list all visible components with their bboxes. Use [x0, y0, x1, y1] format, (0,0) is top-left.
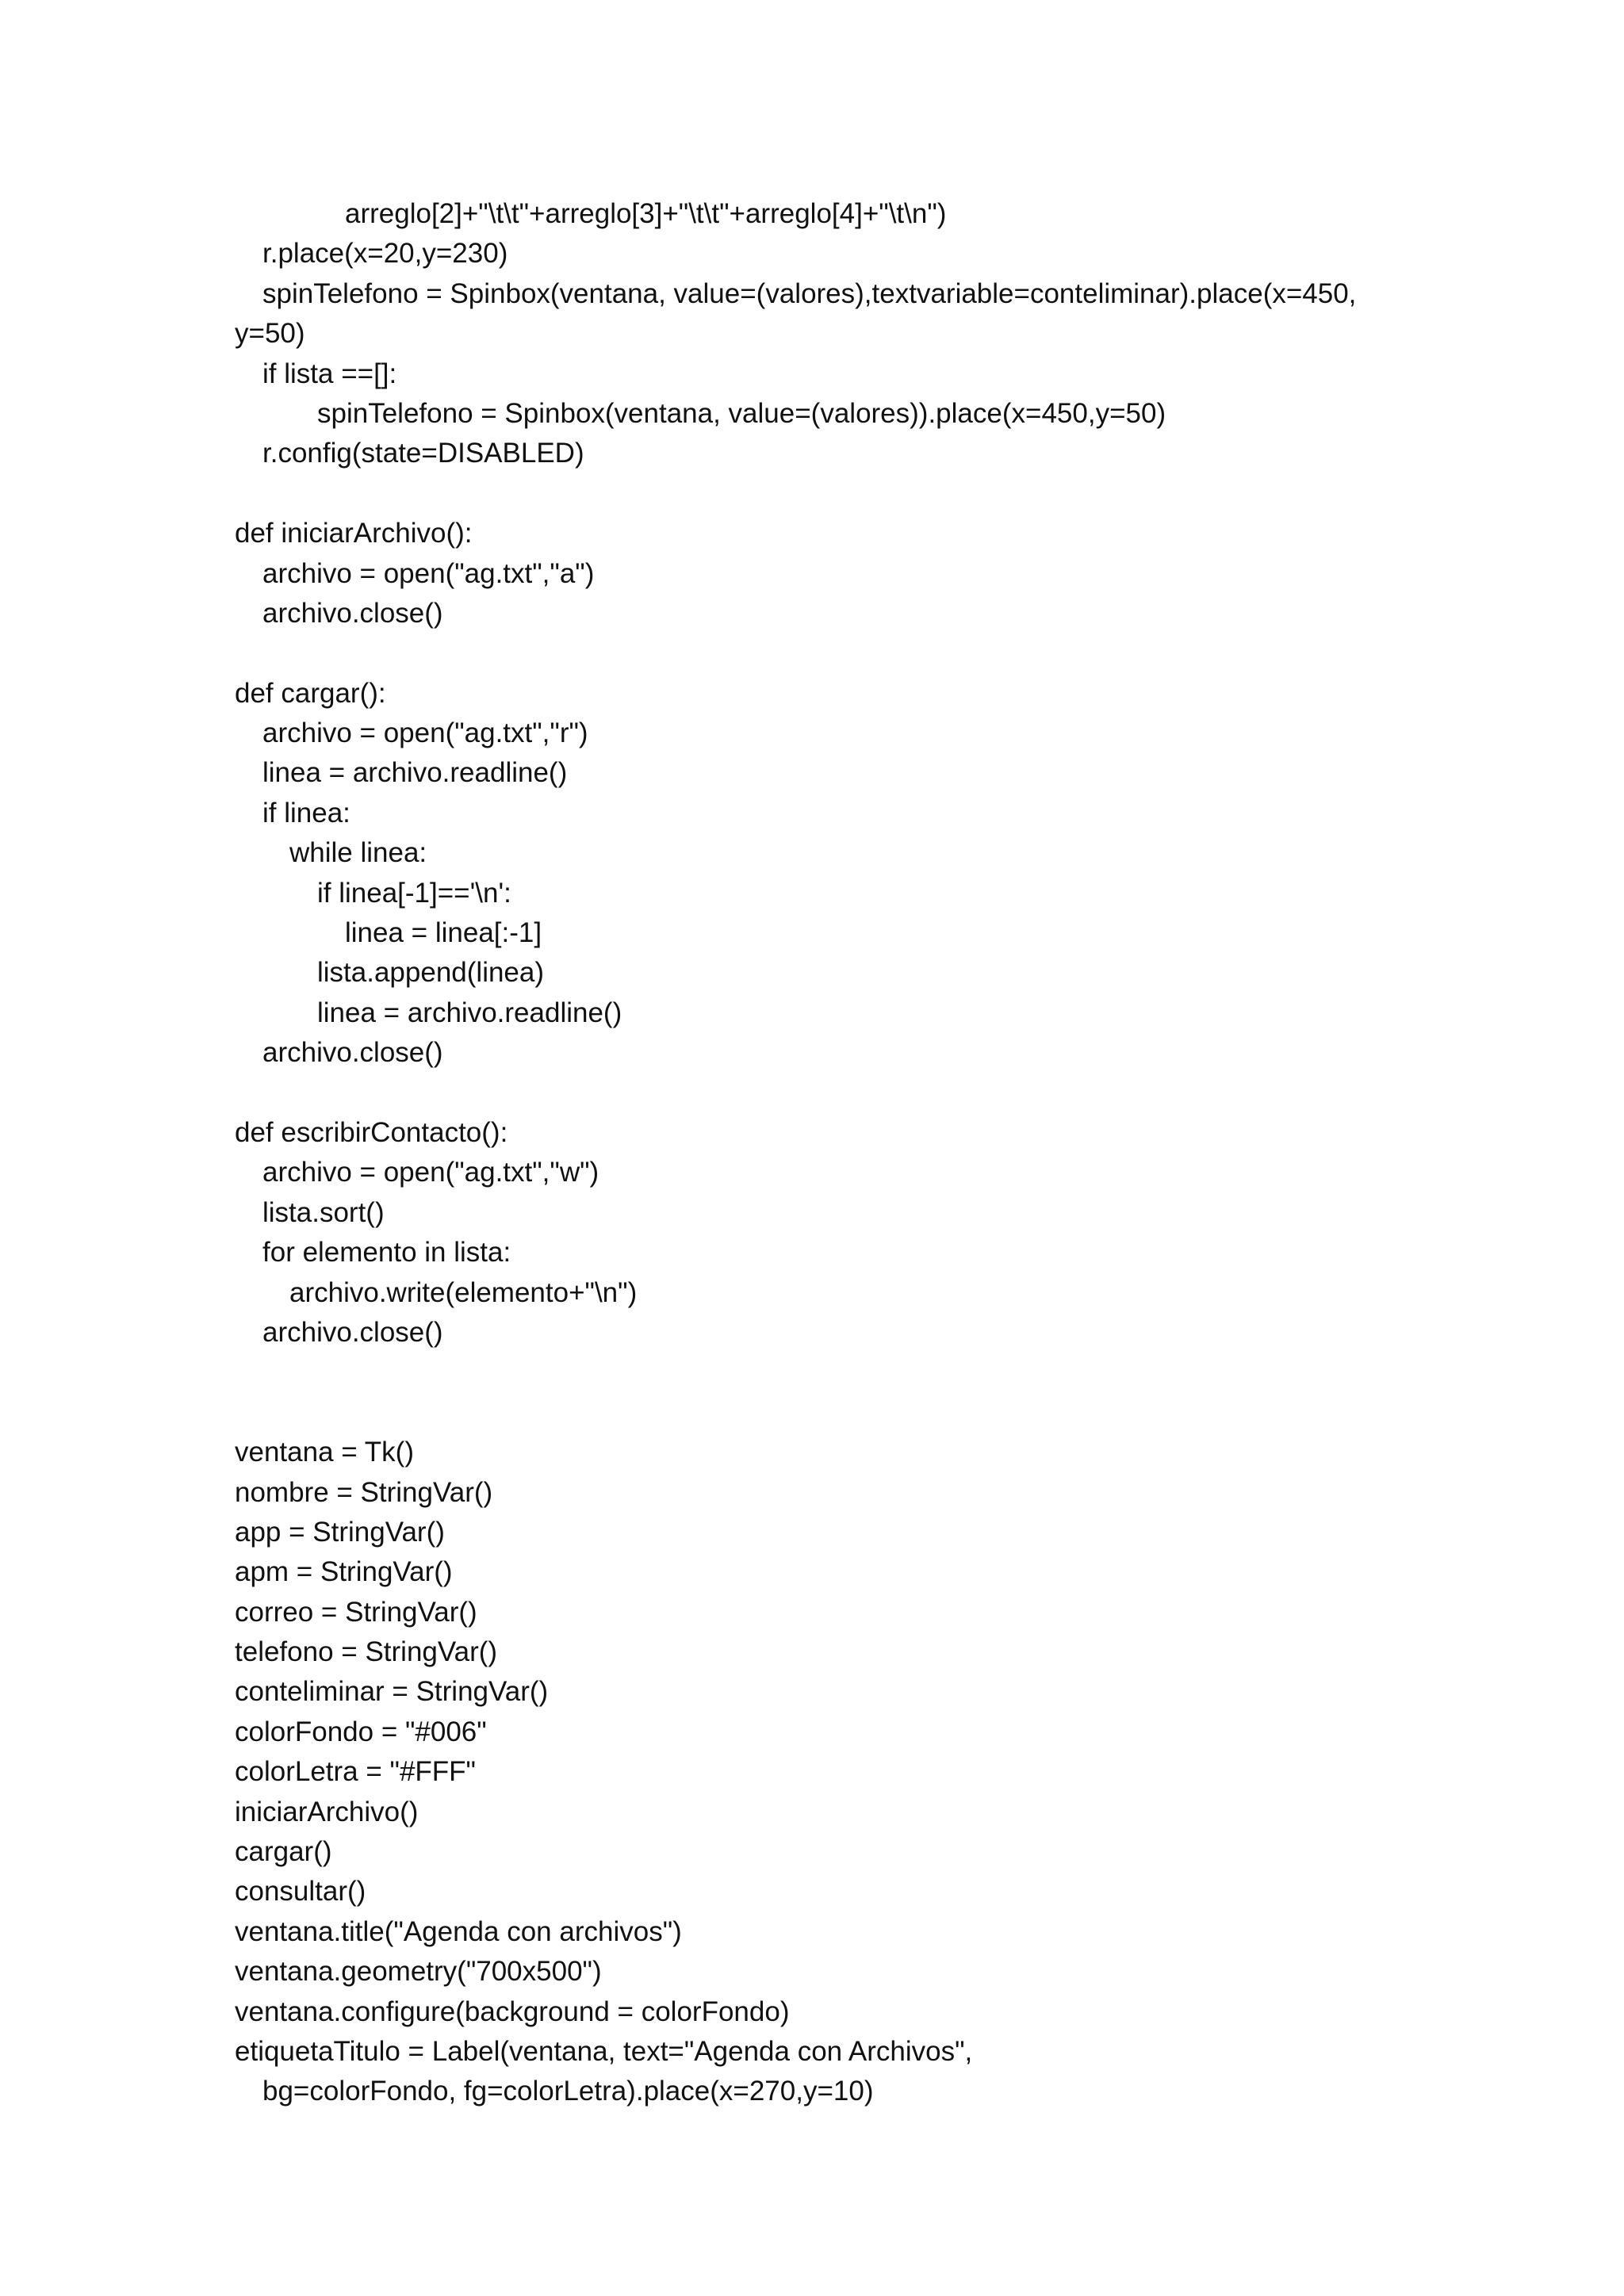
code-line: if linea: [262, 797, 350, 828]
code-line: archivo.close() [262, 1037, 443, 1069]
code-line: def escribirContacto(): [235, 1116, 508, 1148]
code-line: archivo.close() [262, 1316, 443, 1348]
code-line: r.place(x=20,y=230) [262, 238, 508, 270]
code-line: spinTelefono = Spinbox(ventana, value=(valores)).place(x=450,y=50) [317, 397, 1166, 429]
code-line: linea = archivo.readline() [262, 757, 568, 789]
code-line: def iniciarArchivo(): [235, 518, 473, 549]
code-line: archivo = open("ag.txt","r") [262, 718, 588, 749]
code-line: r.config(state=DISABLED) [262, 438, 584, 469]
code-line: iniciarArchivo() [235, 1796, 419, 1827]
blank-line [235, 1353, 1424, 1392]
code-line: for elemento in lista: [262, 1237, 511, 1269]
code-line: correo = StringVar() [235, 1596, 477, 1628]
code-line: while linea: [289, 837, 427, 869]
code-line: telefono = StringVar() [235, 1636, 498, 1668]
code-line: arreglo[2]+"\t\t"+arreglo[3]+"\t\t"+arreglo[4]+"\t\n") [345, 198, 947, 229]
code-line: etiquetaTitulo = Label(ventana, text="Agenda con Archivos", [235, 2035, 973, 2067]
code-line: colorLetra = "#FFF" [235, 1756, 476, 1788]
code-line: ventana.geometry("700x500") [235, 1956, 602, 1988]
code-listing [235, 194, 1424, 2112]
code-line: linea = archivo.readline() [317, 997, 622, 1028]
code-line: linea = linea[:-1] [345, 917, 542, 949]
code-line: y=50) [235, 318, 305, 350]
code-line: apm = StringVar() [235, 1556, 453, 1588]
code-line: def cargar(): [235, 677, 386, 709]
blank-line [235, 633, 1424, 673]
code-line: if lista ==[]: [262, 358, 397, 389]
code-line: archivo = open("ag.txt","a") [262, 557, 595, 589]
code-line: lista.append(linea) [317, 957, 545, 989]
code-line: archivo.close() [262, 597, 443, 629]
code-line: app = StringVar() [235, 1516, 445, 1548]
code-line: colorFondo = "#006" [235, 1716, 487, 1747]
code-line: bg=colorFondo, fg=colorLetra).place(x=270,y=10) [262, 2076, 874, 2107]
blank-line [235, 1073, 1424, 1113]
code-line: if linea[-1]=='\n': [317, 877, 511, 909]
code-line: cargar() [235, 1836, 332, 1868]
code-line: nombre = StringVar() [235, 1476, 493, 1508]
code-line: ventana.configure(background = colorFondo) [235, 1996, 790, 2027]
blank-line [235, 1393, 1424, 1433]
code-line: archivo = open("ag.txt","w") [262, 1157, 599, 1188]
code-line: ventana = Tk() [235, 1437, 414, 1468]
code-line: spinTelefono = Spinbox(ventana, value=(valores),textvariable=conteliminar).place(x=450, [262, 277, 1357, 309]
blank-line [235, 474, 1424, 514]
code-line: lista.sort() [262, 1196, 385, 1228]
code-line: consultar() [235, 1876, 366, 1908]
code-line: conteliminar = StringVar() [235, 1676, 549, 1708]
code-line: archivo.write(elemento+"\n") [289, 1276, 638, 1308]
code-line: ventana.title("Agenda con archivos") [235, 1915, 682, 1947]
